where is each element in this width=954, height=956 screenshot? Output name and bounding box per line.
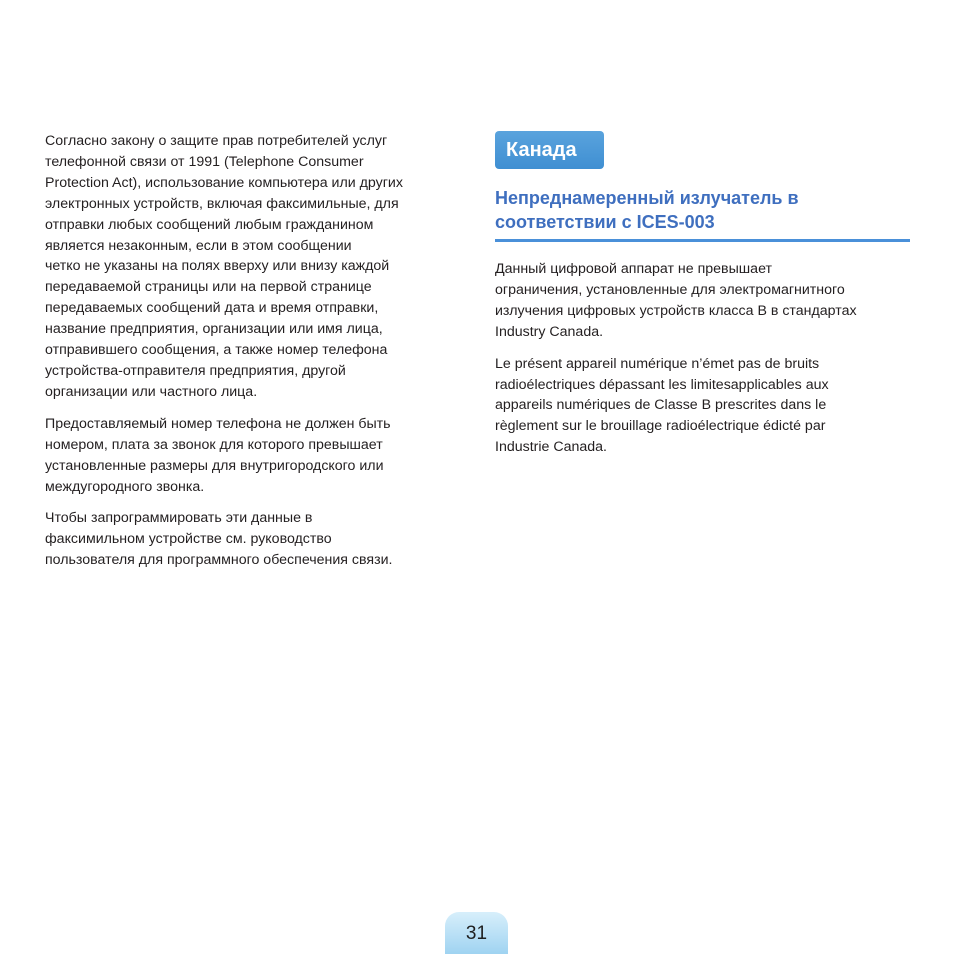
- section-title-badge: Канада: [495, 131, 604, 169]
- paragraph-canada-fr: Le présent appareil numérique n’émet pas de bruits radioélectriques dépassant les limitesapplicables aux appareils numériques de Classe B prescrites dans le règlement sur le brouillage radioélectrique édicté par Industrie Canada.: [495, 355, 829, 456]
- subheading: Непреднамеренный излучатель в соответствии с ICES-003: [495, 186, 910, 242]
- paragraph-canada-ru: Данный цифровой аппарат не превышает ограничения, установленные для электромагнитного излучения цифровых устройств класса B в стандартах Industry Canada.: [495, 261, 857, 340]
- paragraph-tcpa: Согласно закону о защите прав потребителей услуг телефонной связи от 1991 (Telephone Consumer Protection Act), использование компьютера или других электронных устройств, включая факсимильные, для отправки любых сообщений любым гражданином является незаконным, если в этом сообщении четко не указаны на полях вверху или внизу каждой передаваемой страницы или на первой странице передаваемых сообщений дата и время отправки, название предприятия, организации или имя лица, отправившего сообщения, а также номер телефона устройства-отправителя предприятия, другой организации или частного лица.: [45, 133, 403, 400]
- paragraph-programming: Чтобы запрограммировать эти данные в факсимильном устройстве см. руководство пользователя для программного обеспечения связи.: [45, 510, 393, 569]
- page-number: 31: [445, 912, 508, 954]
- right-column: [495, 131, 910, 469]
- left-column: [45, 131, 465, 582]
- paragraph-phone-number: Предоставляемый номер телефона не должен быть номером, плата за звонок для которого превышает установленные размеры для внутригородского или междугородного звонка.: [45, 415, 391, 495]
